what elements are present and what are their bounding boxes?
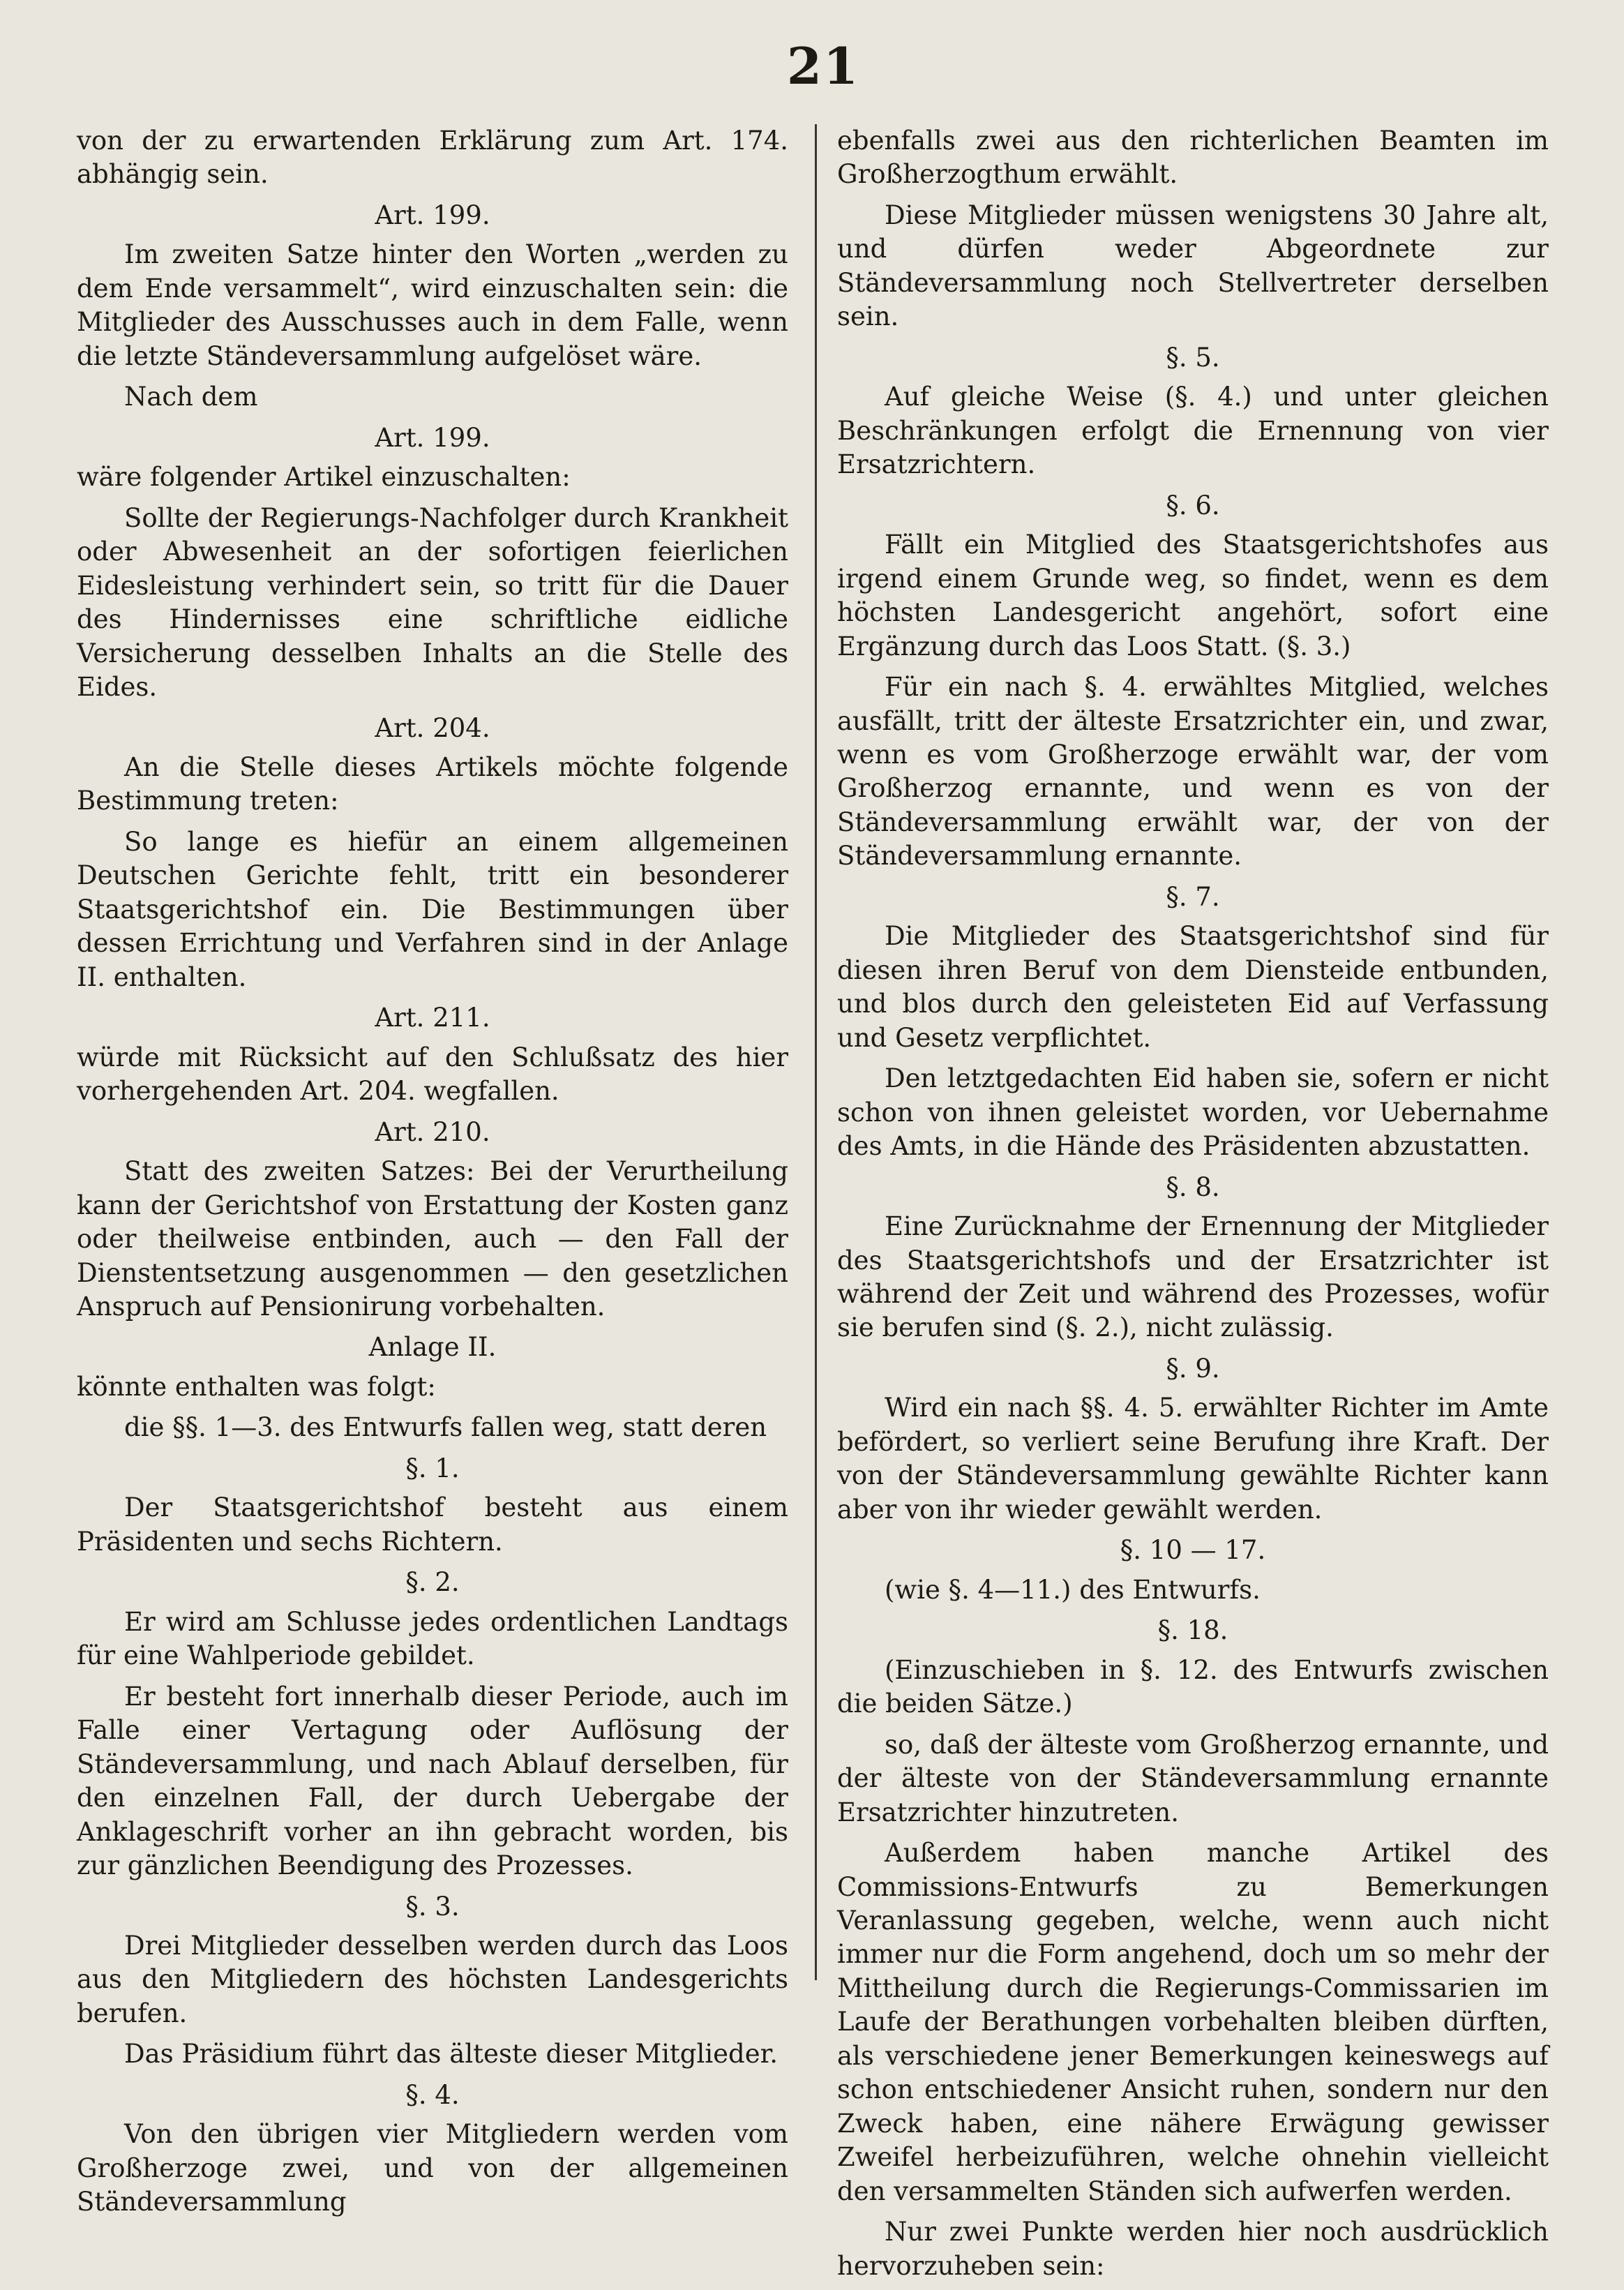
- paragraph: könnte enthalten was folgt:: [77, 1371, 436, 1402]
- column-divider: [815, 124, 817, 1980]
- paragraph: Die Mitglieder des Staatsgerichtshof sind für diesen ihren Beruf von dem Diensteide entbunden, und blos durch den geleisteten Eid auf Verfassung und Gesetz verpflichtet.: [837, 921, 1549, 1053]
- page-number: 21: [786, 36, 860, 96]
- left-column: [77, 124, 788, 2227]
- paragraph: Nur zwei Punkte werden hier noch ausdrücklich hervorzuheben sein:: [837, 2217, 1549, 2281]
- section-heading: Art. 211.: [375, 1003, 490, 1033]
- section-heading: Art. 199.: [375, 422, 490, 453]
- section-heading: Art. 204.: [375, 712, 490, 743]
- paragraph: Diese Mitglieder müssen wenigstens 30 Jahre alt, und dürfen weder Abgeordnete zur Ständeversammlung noch Stellvertreter derselben sein.: [837, 200, 1549, 332]
- paragraph: Den letztgedachten Eid haben sie, sofern er nicht schon von ihnen geleistet worden, vor Uebernahme des Amts, in die Hände des Präsidenten abzustatten.: [837, 1063, 1549, 1162]
- section-heading: Anlage II.: [368, 1332, 497, 1363]
- section-heading: §. 18.: [1157, 1615, 1228, 1646]
- right-column: [837, 124, 1549, 2290]
- paragraph: Eine Zurücknahme der Ernennung der Mitglieder des Staatsgerichtshofs und der Ersatzrichter ist während der Zeit und während des Prozesses, wofür sie berufen sind (§. 2.), nicht zulässig.: [837, 1211, 1549, 1343]
- paragraph: Für ein nach §. 4. erwähltes Mitglied, welches ausfällt, tritt der älteste Ersatzrichter ein, und zwar, wenn es vom Großherzoge erwählt war, der vom Großherzog ernannte, und wenn es von der Ständeversammlung erwählt war, der von der Ständeversammlung ernannte.: [837, 672, 1549, 871]
- section-heading: §. 5.: [1166, 342, 1220, 373]
- section-heading: §. 7.: [1166, 881, 1220, 912]
- paragraph: wäre folgender Artikel einzuschalten:: [77, 462, 571, 493]
- section-heading: §. 2.: [405, 1567, 460, 1598]
- paragraph: (Einzuschieben in §. 12. des Entwurfs zwischen die beiden Sätze.): [837, 1654, 1549, 1719]
- paragraph: Er besteht fort innerhalb dieser Periode, auch im Falle einer Vertagung oder Auflösung der Ständeversammlung, und nach Ablauf derselben, für den einzelnen Fall, der durch Uebergabe der Anklageschrift vorher an ihn gebracht worden, bis zur gänzlichen Beendigung des Prozesses.: [77, 1681, 788, 1881]
- paragraph: Das Präsidium führt das älteste dieser Mitglieder.: [124, 2039, 779, 2070]
- paragraph: Sollte der Regierungs-Nachfolger durch Krankheit oder Abwesenheit an der sofortigen feierlichen Eidesleistung verhindert sein, so tritt für die Dauer des Hindernisses eine schriftliche eidliche Versicherung desselben Inhalts an die Stelle des Eides.: [77, 502, 788, 703]
- paragraph: so, daß der älteste vom Großherzog ernannte, und der älteste von der Ständeversammlung ernannte Ersatzrichter hinzutreten.: [837, 1729, 1549, 1827]
- section-heading: §. 1.: [405, 1453, 460, 1483]
- section-heading: §. 6.: [1166, 490, 1220, 521]
- paragraph: Außerdem haben manche Artikel des Commissions-Entwurfs zu Bemerkungen Veranlassung gegeben, welche, wenn auch nicht immer nur die Form angehend, doch um so mehr der Mittheilung durch die Regierungs-Commissarien im Laufe der Berathungen vorbehalten bleiben dürften, als verschiedene jener Bemerkungen keineswegs auf schon entschiedener Ansicht ruhen, sondern nur den Zweck haben, eine nähere Erwägung gewisser Zweifel herbeizuführen, welche ohnehin vielleicht den versammelten Ständen sich aufwerfen werden.: [837, 1838, 1549, 2206]
- paragraph: (wie §. 4—11.) des Entwurfs.: [885, 1574, 1261, 1605]
- paragraph: Drei Mitglieder desselben werden durch das Loos aus den Mitgliedern des höchsten Landesgerichts berufen.: [77, 1930, 788, 2028]
- paragraph: von der zu erwartenden Erklärung zum Art. 174. abhängig sein.: [77, 126, 788, 190]
- paragraph: Der Staatsgerichtshof besteht aus einem Präsidenten und sechs Richtern.: [77, 1492, 788, 1557]
- paragraph: ebenfalls zwei aus den richterlichen Beamten im Großherzogthum erwählt.: [837, 126, 1549, 190]
- paragraph: Fällt ein Mitglied des Staatsgerichtshofes aus irgend einem Grunde weg, so findet, wenn es dem höchsten Landesgericht angehört, sofort eine Ergänzung durch das Loos Statt. (§. 3.): [837, 530, 1549, 661]
- section-heading: §. 9.: [1166, 1353, 1220, 1384]
- section-heading: §. 8.: [1166, 1172, 1220, 1202]
- paragraph: würde mit Rücksicht auf den Schlußsatz des hier vorhergehenden Art. 204. wegfallen.: [77, 1042, 788, 1107]
- paragraph: Statt des zweiten Satzes: Bei der Verurtheilung kann der Gerichtshof von Erstattung der Kosten ganz oder theilweise entbinden, auch — den Fall der Dienstentsetzung ausgenommen — den gesetzlichen Anspruch auf Pensionirung vorbehalten.: [77, 1156, 788, 1322]
- section-heading: §. 4.: [405, 2079, 460, 2110]
- paragraph: So lange es hiefür an einem allgemeinen Deutschen Gerichte fehlt, tritt ein besonderer Staatsgerichtshof ein. Die Bestimmungen über dessen Errichtung und Verfahren sind in der Anlage II. enthalten.: [77, 826, 788, 992]
- section-heading: §. 10 — 17.: [1120, 1535, 1266, 1566]
- paragraph: Nach dem: [124, 382, 258, 412]
- section-heading: Art. 210.: [375, 1116, 490, 1147]
- paragraph: Wird ein nach §§. 4. 5. erwählter Richter im Amte befördert, so verliert seine Berufung ihre Kraft. Der von der Ständeversammlung gewählte Richter kann aber von ihr wieder gewählt werden.: [837, 1393, 1549, 1525]
- section-heading: Art. 199.: [375, 200, 490, 230]
- paragraph: Im zweiten Satze hinter den Worten „werden zu dem Ende versammelt“, wird einzuschalten sein: die Mitglieder des Ausschusses auch in dem Falle, wenn die letzte Ständeversammlung aufgelöset wäre.: [77, 239, 788, 371]
- section-heading: §. 3.: [405, 1891, 460, 1922]
- paragraph: Auf gleiche Weise (§. 4.) und unter gleichen Beschränkungen erfolgt die Ernennung von vier Ersatzrichtern.: [837, 382, 1549, 480]
- paragraph: Er wird am Schlusse jedes ordentlichen Landtags für eine Wahlperiode gebildet.: [77, 1606, 788, 1671]
- paragraph: An die Stelle dieses Artikels möchte folgende Bestimmung treten:: [77, 751, 788, 816]
- paragraph: Von den übrigen vier Mitgliedern werden vom Großherzoge zwei, und von der allgemeinen Ständeversammlung: [77, 2119, 788, 2217]
- paragraph: die §§. 1—3. des Entwurfs fallen weg, statt deren: [124, 1412, 767, 1443]
